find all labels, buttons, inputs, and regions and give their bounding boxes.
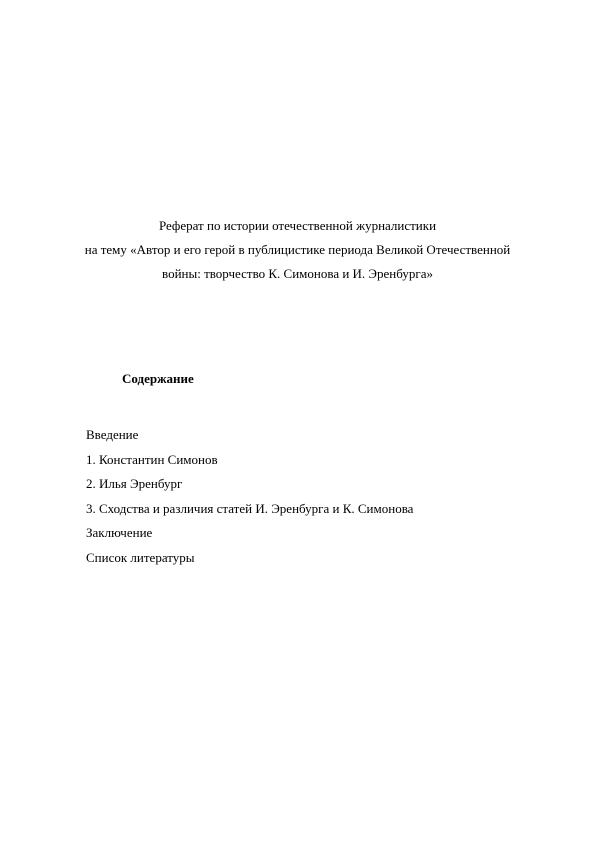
toc-item-simonov: 1. Константин Симонов — [86, 451, 218, 467]
toc-item-conclusion: Заключение — [86, 525, 153, 540]
toc-heading: Содержание — [122, 371, 194, 386]
title-line-3: войны: творчество К. Симонова и И. Эренбурга» — [162, 266, 433, 281]
title-line-2: на тему «Автор и его герой в публицистике периода Великой Отечественной — [84, 242, 511, 257]
toc-item-introduction: Введение — [86, 427, 139, 442]
title-line-1: Реферат по истории отечественной журналистики — [158, 218, 437, 233]
document-title — [0, 214, 595, 286]
table-of-contents — [86, 423, 413, 570]
toc-item-ehrenburg: 2. Илья Эренбург — [86, 476, 183, 491]
toc-item-comparison: 3. Сходства и различия статей И. Эренбурга и К. Симонова — [86, 500, 414, 516]
toc-item-bibliography: Список литературы — [86, 549, 195, 565]
